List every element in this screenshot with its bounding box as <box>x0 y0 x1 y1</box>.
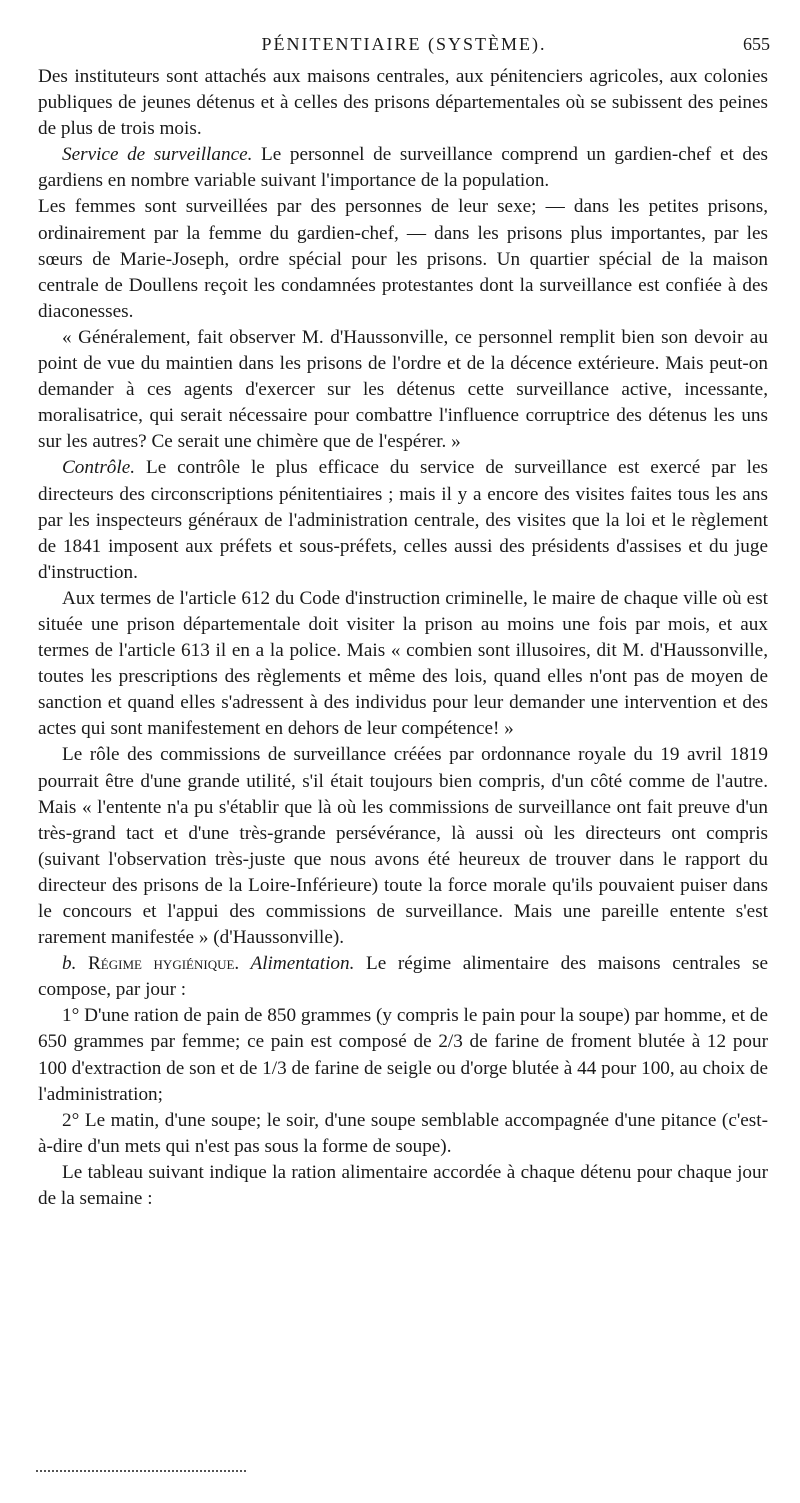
footer-rule <box>36 1470 246 1474</box>
paragraph-text: Le personnel de surveillance comprend un gardien-chef et des gardiens en nombre variable suivant l'importance de la population. <box>38 144 768 192</box>
section-title: Régime hygiénique. <box>76 953 240 975</box>
paragraph-instituteurs <box>38 64 768 142</box>
paragraph-commissions <box>38 742 768 951</box>
paragraph-text: Le tableau suivant indique la ration alimentaire accordée à chaque détenu pour chaque jour de la semaine : <box>38 1161 768 1210</box>
paragraph-controle <box>38 455 768 585</box>
running-head: PÉNITENTIAIRE (SYSTÈME). <box>261 34 547 54</box>
paragraph-text: « Généralement, fait observer M. d'Haussonville, ce personnel remplit bien son devoir au point de vue du maintien dans les prisons de l'ordre et de la décence extérieure. Mais peut-on demander à ces agents d'exercer sur les détenus cette surveillance active, incessante, moralisatrice, qui serait nécessaire pour combattre l'influence corruptrice des détenus les uns sur les autres? Ce serait une chimère que de l'espérer. » <box>38 326 768 453</box>
paragraph-article-612 <box>38 586 768 743</box>
paragraph-text: Aux termes de l'article 612 du Code d'instruction criminelle, le maire de chaque ville où est située une prison départementale doit visiter la prison au moins une fois par mois, et aux termes de l'article 613 il en a la police. Mais « combien sont illusoires, dit M. d'Haussonville, toutes les prescriptions des règlements et même des lois, quand elles n'ont pas de moyen de sanction et quand elles s'adressent à des individus pour leur demander une intervention et des actes qui sont manifestement en dehors de leur compétence! » <box>38 587 768 740</box>
paragraph-item-2 <box>38 1108 768 1160</box>
section-letter: b. <box>62 953 77 975</box>
body-text <box>38 64 768 1212</box>
section-heading: Alimentation. <box>239 953 355 975</box>
paragraph-text: 1° D'une ration de pain de 850 grammes (y compris le pain pour la soupe) par homme, et de 650 grammes par femme; ce pain est composé de 2/3 de farine de froment blutée à 12 pour 100 d'extraction de son et de 1/3 de farine de seigle ou d'orge blutée à 44 pour 100, au choix de l'administration; <box>38 1005 768 1105</box>
paragraph-femmes <box>38 194 768 324</box>
paragraph-quotation-haussonville <box>38 325 768 455</box>
paragraph-tableau-intro <box>38 1160 768 1212</box>
page-header <box>38 10 770 54</box>
paragraph-text: Le rôle des commissions de surveillance créées par ordonnance royale du 19 avril 1819 pourrait être d'une grande utilité, s'il était toujours bien compris, d'un côté comme de l'autre. Mais « l'entente n'a pu s'établir que là où les commissions de surveillance ont fait preuve d'un très-grand tact et d'une très-grande persévérance, là aussi où les directeurs ont compris (suivant l'observation très-juste que nous avons été heureux de trouver dans le rapport du directeur des prisons de la Loire-Inférieure) toute la force morale qu'ils pouvaient puiser dans le concours et l'appui des commissions de surveillance. Mais une pareille entente s'est rarement manifestée » (d'Haussonville). <box>38 744 768 949</box>
paragraph-service-surveillance <box>38 142 768 194</box>
paragraph-text: Le contrôle le plus efficace du service de surveillance est exercé par les directeurs des circonscriptions pénitentiaires ; mais il y a encore des visites faites tous les ans par les inspecteurs généraux de l'administration centrale, des visites que la loi et le règlement de 1841 imposent aux préfets et sous-préfets, celles aussi des présidents d'assises et du juge d'instruction. <box>38 457 768 583</box>
paragraph-regime-hygienique <box>38 951 768 1003</box>
paragraph-item-1 <box>38 1003 768 1107</box>
section-heading: Service de surveillance. <box>62 144 253 166</box>
section-heading: Contrôle. <box>62 457 136 479</box>
page-number: 655 <box>743 34 770 54</box>
paragraph-text: Le régime alimentaire des maisons centrales se compose, par jour : <box>38 953 769 1001</box>
paragraph-text: Des instituteurs sont attachés aux maisons centrales, aux pénitenciers agricoles, aux colonies publiques de jeunes détenus et à celles des prisons départementales où se subissent des peines de plus de trois mois. <box>38 66 768 140</box>
paragraph-text: 2° Le matin, d'une soupe; le soir, d'une soupe semblable accompagnée d'une pitance (c'est-à-dire d'un mets qui n'est pas sous la forme de soupe). <box>38 1109 768 1157</box>
paragraph-text: Les femmes sont surveillées par des personnes de leur sexe; — dans les petites prisons, ordinairement par la femme du gardien-chef, — dans les prisons plus importantes, par les sœurs de Marie-Joseph, ordre spécial pour les prisons. Un quartier spécial de la maison centrale de Doullens reçoit les condamnées protestantes dont la surveillance est confiée à des diaconesses. <box>38 196 768 322</box>
